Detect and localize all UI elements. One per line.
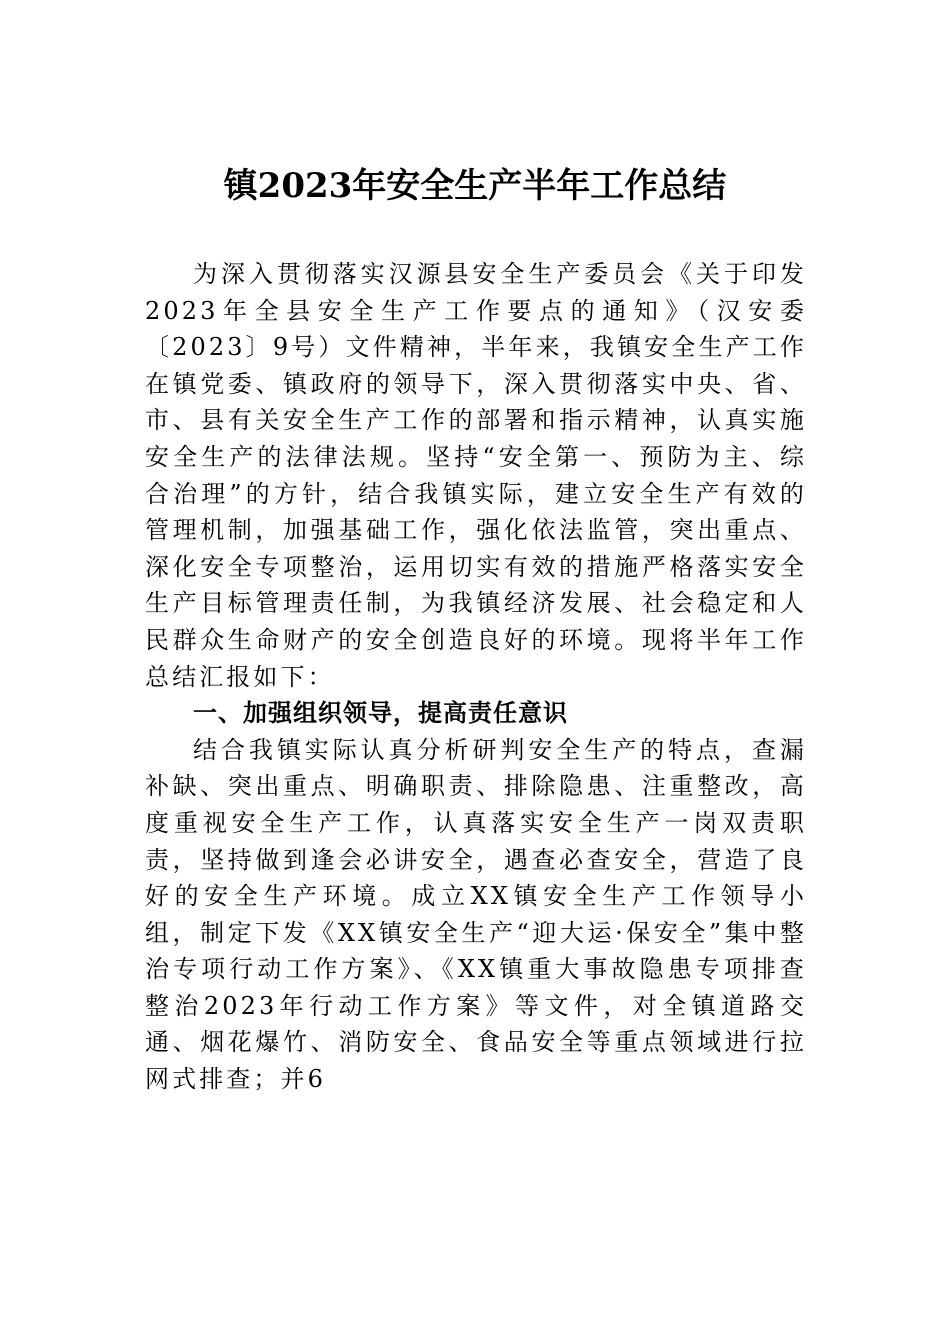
document-body <box>145 256 807 1098</box>
document-title: 镇2023年安全生产半年工作总结 <box>223 166 727 206</box>
section-1-heading: 一、加强组织领导，提高责任意识 <box>193 699 568 728</box>
section-1-paragraph: 结合我镇实际认真分析研判安全生产的特点，查漏补缺、突出重点、明确职责、排除隐患、注重整改，高度重视安全生产工作，认真落实安全生产一岗双责职责，坚持做到逢会必讲安全，遇查必查安全，营造了良好的安全生产环境。成立XX镇安全生产工作领导小组，制定下发《XX镇安全生产“迎大运·保安全”集中整治专项行动工作方案》、《XX镇重大事故隐患专项排查整治2023年行动工作方案》等文件，对全镇道路交通、烟花爆竹、消防安全、食品安全等重点领域进行拉网式排查；并6 <box>145 735 807 1094</box>
intro-paragraph: 为深入贯彻落实汉源县安全生产委员会《关于印发2023年全县安全生产工作要点的通知》（汉安委〔2023〕9号）文件精神，半年来，我镇安全生产工作在镇党委、镇政府的领导下，深入贯彻落实中央、省、市、县有关安全生产工作的部署和指示精神，认真实施安全生产的法律法规。坚持“安全第一、预防为主、综合治理”的方针，结合我镇实际，建立安全生产有效的管理机制，加强基础工作，强化依法监管，突出重点、深化安全专项整治，运用切实有效的措施严格落实安全生产目标管理责任制，为我镇经济发展、社会稳定和人民群众生命财产的安全创造良好的环境。现将半年工作总结汇报如下： <box>145 260 807 691</box>
